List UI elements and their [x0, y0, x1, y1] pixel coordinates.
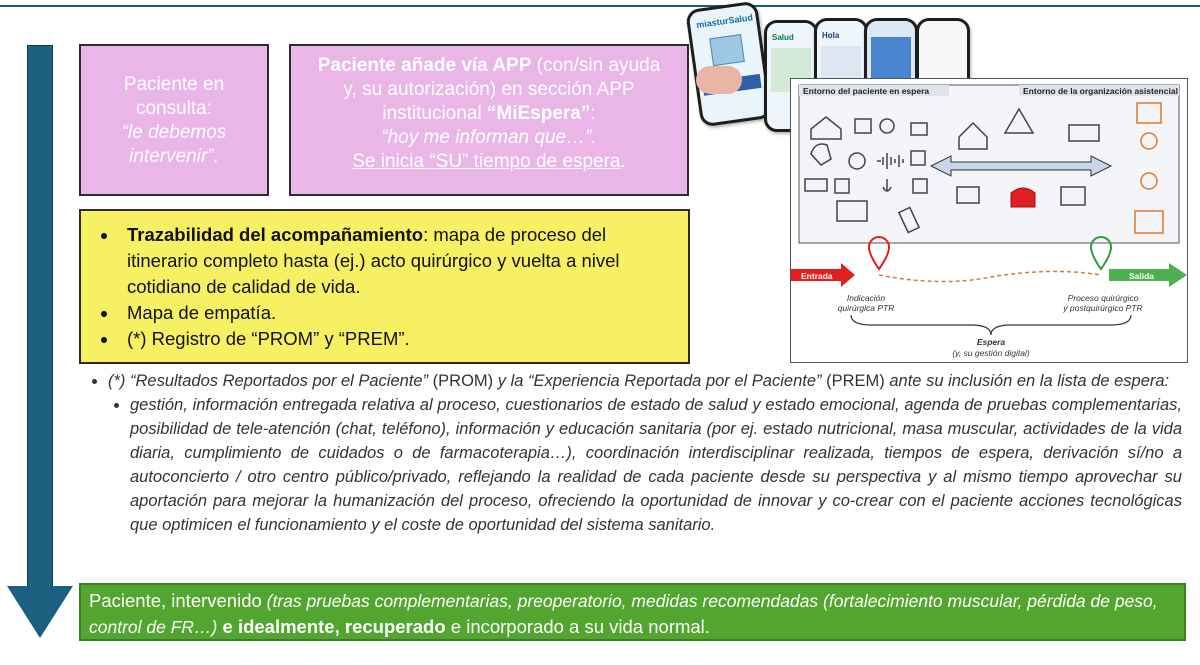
app-line3-start: institucional [382, 103, 487, 124]
notes-list [92, 369, 1182, 537]
consulta-line1: Paciente en [123, 74, 225, 95]
consulta-quote-line1: “le debemos [121, 122, 227, 143]
trazabilidad-box [79, 209, 690, 364]
phone-hola-title: Hola [822, 31, 840, 40]
proceso-line2: y postquirúrgico PTR [1063, 303, 1143, 313]
indicacion-label [831, 293, 901, 313]
notes-section [92, 369, 1182, 537]
green-c: e idealmente, recuperado [217, 616, 446, 637]
app-line3 [291, 102, 687, 126]
espera-diagram-svg [791, 79, 1189, 364]
hand-shape [696, 66, 742, 94]
app-underline: Se inicia “SU” tiempo de espera [352, 151, 621, 172]
consulta-line2: consulta: [135, 98, 213, 119]
app-line1-bold: Paciente añade vía APP [317, 55, 532, 76]
app-line3-end: : [590, 103, 596, 124]
hospital-icon [709, 34, 745, 66]
org-env-label: Entorno de la organización asistencial [1023, 86, 1178, 96]
notes-p1-a: (*) “Resultados Reportados por el Paciente” [108, 372, 433, 390]
proceso-label [1053, 293, 1153, 313]
trazabilidad-item-1-text: : mapa de proceso del itinerario completo hasta (ej.) acto quirúrgico y vuelta a nivel cotidiano de calidad de vida. [127, 224, 620, 297]
timeline-arrow-shaft [27, 45, 53, 590]
notes-item-2: • gestión, información entregada relativa al proceso, cuestionarios de estado de salud y estado emocional, agenda de pruebas complementarias, posibilidad de tele-atención (chat, teléfono), información y educación sanitaria (por ej. estado nutricional, masa muscular, actividades de la vida diaria, cumplimiento de cuidados o de farmacoterapia…), coordinación interdisciplinar realizada, tiempos de espera, derivación sí/no a autoconcierto / otro centro público/privado, reflejando la realidad de cada paciente desde su perspectiva y al mismo tiempo aprovechar su aportación para mejorar la humanización del proceso, ofreciendo la oportunidad de innovar y co-crear con el paciente acciones tecnológicas que optimicen el funcionamiento y el coste de oportunidad del sistema sanitario. [130, 393, 1182, 537]
phone-miastursalud [685, 1, 773, 128]
trazabilidad-item-2: • Mapa de empatía. [119, 300, 678, 326]
green-b: (tras pruebas complementarias, preoperatorio, medidas recomendadas (fortalecimiento muscular, pérdida de peso, control de FR…) [89, 591, 1158, 637]
app-underline-end: . [620, 151, 626, 172]
timeline-arrow-head [7, 586, 73, 638]
app-line5 [291, 150, 687, 174]
espera-label: Espera [976, 337, 1006, 347]
trazabilidad-item-1-bold: Trazabilidad del acompañamiento [127, 224, 424, 245]
notes-item-1 [108, 369, 1182, 537]
notes-p1-c: y la “Experiencia Reportada por el Paciente” [493, 372, 827, 390]
trazabilidad-item-1 [119, 222, 678, 300]
trazabilidad-list [89, 222, 678, 352]
notes-p1-prom: (PROM) [432, 372, 494, 390]
top-divider [0, 5, 1200, 7]
consulta-box [79, 44, 269, 196]
alarm-siren-icon [1011, 188, 1035, 207]
espera-sub-label: (y, su gestión digital) [952, 348, 1030, 358]
app-quote: “hoy me informan que…”. [381, 127, 597, 148]
consulta-quote-line2: intervenir”. [129, 146, 219, 167]
notes-p1-prem: (PREM) [826, 372, 885, 390]
espera-figure [790, 78, 1188, 363]
entrada-label: Entrada [801, 271, 833, 281]
indicacion-line1: Indicación [846, 293, 886, 303]
waiting-path [879, 271, 1101, 281]
espera-brace [851, 315, 1131, 335]
intervenido-box [79, 583, 1186, 641]
notes-p1-e: ante su inclusión en la lista de espera: [884, 372, 1170, 390]
green-d: e incorporado a su vida normal. [445, 616, 710, 637]
app-line1 [291, 54, 687, 78]
app-line2: y, su autorización) en sección APP [343, 79, 635, 100]
phone-app-name: miasturSalud [695, 12, 754, 31]
phone-salud-title: Salud [772, 33, 794, 42]
salida-label: Salida [1129, 271, 1155, 281]
proceso-line1: Proceso quirúrgico [1067, 293, 1139, 303]
notes-sublist [108, 393, 1182, 537]
app-box [289, 44, 689, 196]
app-line1-rest: (con/sin ayuda [531, 55, 661, 76]
patient-env-label: Entorno del paciente en espera [803, 86, 930, 96]
green-a: Paciente, intervenido [89, 590, 262, 611]
app-line3-bold: “MiEspera” [486, 103, 591, 124]
trazabilidad-item-3: • (*) Registro de “PROM” y “PREM”. [119, 326, 678, 352]
indicacion-line2: quirúrgica PTR [837, 303, 895, 313]
